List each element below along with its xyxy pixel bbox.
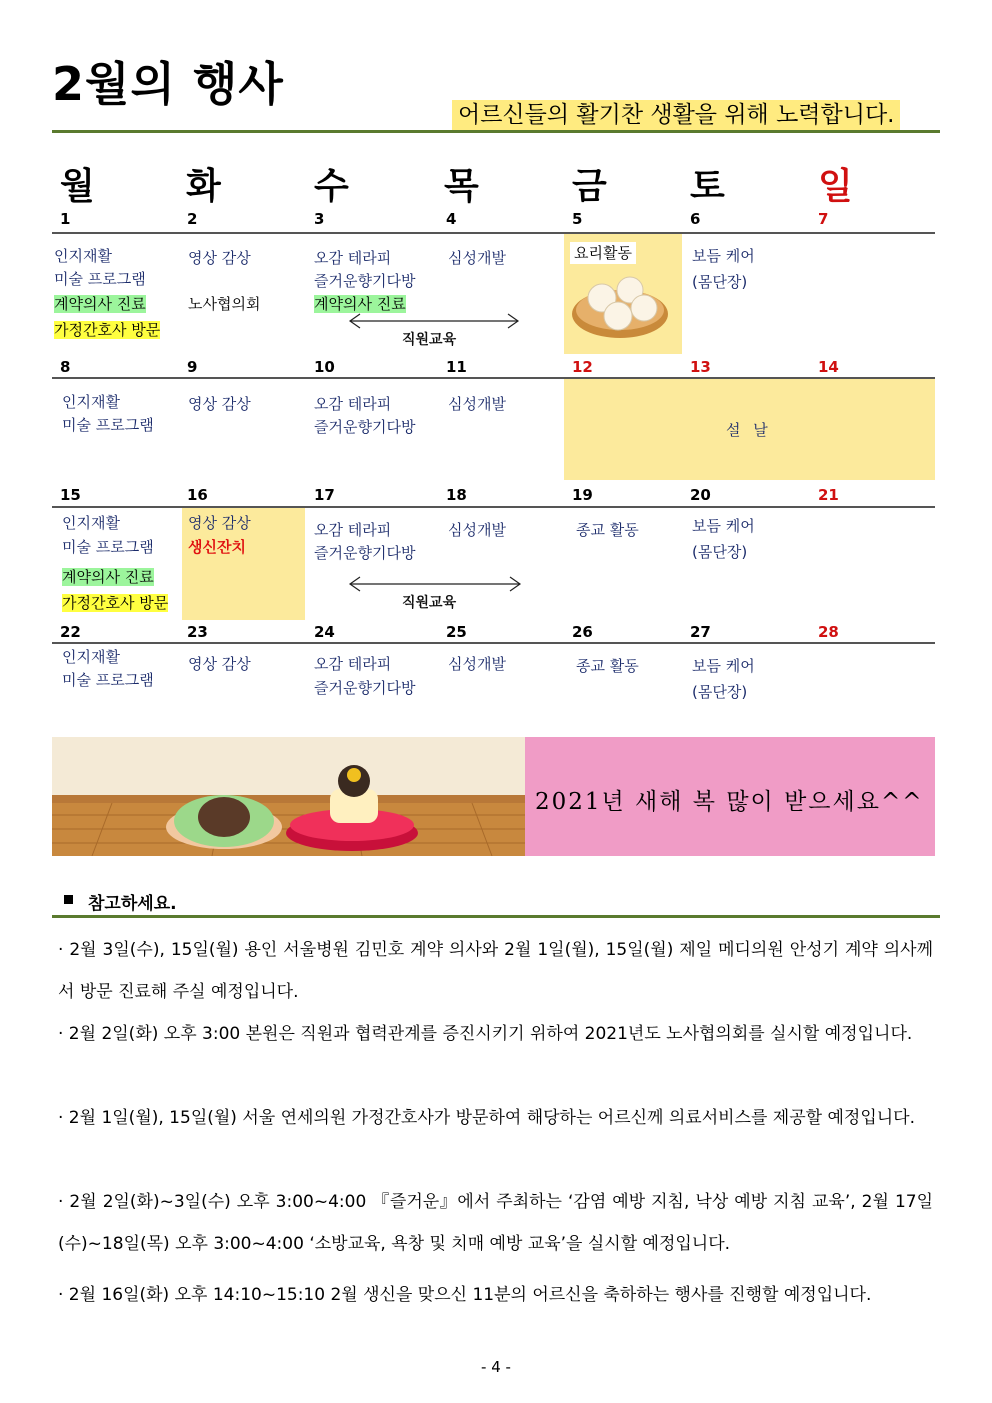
event-doctor-visit: 계약의사 진료 xyxy=(314,295,406,313)
new-year-greeting: 2021년 새해 복 많이 받으세요^^ xyxy=(535,789,924,815)
event-nurse-visit: 가정간호사 방문 xyxy=(54,321,161,339)
day-number: 24 xyxy=(314,623,335,641)
week-divider xyxy=(52,232,935,234)
staff-training-label: 직원교육 xyxy=(402,595,457,611)
event-mind: 심성개발 xyxy=(448,655,506,673)
event-cafe: 즐거운향기다방 xyxy=(314,272,416,290)
weekday-wed: 수 xyxy=(314,166,349,207)
page-number: - 4 - xyxy=(481,1358,511,1376)
event-care: 보듬 케어 xyxy=(692,657,755,675)
event-mind: 심성개발 xyxy=(448,395,506,413)
weekday-thu: 목 xyxy=(444,166,479,207)
note-item: · 2월 3일(수), 15일(월) 용인 서울병원 김민호 계약 의사와 2월 1일(월), 15일(월) 제일 메디의원 안성기 계약 의사께서 방문 진료해 주실 예정입니다. xyxy=(58,940,933,1002)
day-number: 13 xyxy=(690,358,711,376)
event-mind: 심성개발 xyxy=(448,521,506,539)
event-art: 미술 프로그램 xyxy=(62,538,154,556)
day-number: 10 xyxy=(314,358,335,376)
day-number: 22 xyxy=(60,623,81,641)
event-video: 영상 감상 xyxy=(188,655,251,673)
event-religion: 종교 활동 xyxy=(576,521,639,539)
event-sensory: 오감 테라피 xyxy=(314,521,392,539)
day-number: 18 xyxy=(446,486,467,504)
staff-training-label: 직원교육 xyxy=(402,332,457,348)
event-cognitive: 인지재활 xyxy=(54,247,112,265)
day-number: 28 xyxy=(818,623,839,641)
day-number: 1 xyxy=(60,210,71,228)
event-grooming: (몸단장) xyxy=(692,543,748,561)
note-item: · 2월 1일(월), 15일(월) 서울 연세의원 가정간호사가 방문하여 해당하는 어르신께 의료서비스를 제공할 예정입니다. xyxy=(58,1108,915,1128)
note-item: · 2월 16일(화) 오후 14:10~15:10 2월 생신을 맞으신 11분의 어르신을 축하하는 행사를 진행할 예정입니다. xyxy=(58,1285,872,1305)
dumpling-illustration xyxy=(568,266,672,342)
day-number: 14 xyxy=(818,358,839,376)
day-number: 23 xyxy=(187,623,208,641)
event-art: 미술 프로그램 xyxy=(62,671,154,689)
day-number: 26 xyxy=(572,623,593,641)
staff-training-arrow xyxy=(346,313,522,329)
reference-divider xyxy=(52,915,940,918)
weekday-sat: 토 xyxy=(690,166,725,207)
event-grooming: (몸단장) xyxy=(692,273,748,291)
weekday-mon: 월 xyxy=(60,166,95,207)
event-care: 보듬 케어 xyxy=(692,517,755,535)
staff-training-arrow xyxy=(346,576,524,592)
event-art: 미술 프로그램 xyxy=(62,416,154,434)
new-year-bow-illustration xyxy=(52,737,525,856)
reference-heading: 참고하세요. xyxy=(88,894,177,914)
day-number: 20 xyxy=(690,486,711,504)
event-cognitive: 인지재활 xyxy=(62,393,120,411)
event-religion: 종교 활동 xyxy=(576,657,639,675)
event-cooking: 요리활동 xyxy=(570,242,636,264)
event-art: 미술 프로그램 xyxy=(54,270,146,288)
day-number: 6 xyxy=(690,210,701,228)
event-labor-council: 노사협의회 xyxy=(188,295,261,313)
note-item: · 2월 2일(화)~3일(수) 오후 3:00~4:00 『즐거운』에서 주최하는 ‘감염 예방 지침, 낙상 예방 지침 교육’, 2월 17일(수)~18일(목) 오후 3:00~4:00 ‘소방교육, 욕창 및 치매 예방 교육’을 실시할 예정입니다. xyxy=(58,1192,933,1254)
week-divider xyxy=(52,377,935,379)
event-sensory: 오감 테라피 xyxy=(314,655,392,673)
day-number: 27 xyxy=(690,623,711,641)
bullet-square-icon xyxy=(64,895,73,904)
page-subtitle: 어르신들의 활기찬 생활을 위해 노력합니다. xyxy=(452,100,900,131)
event-grooming: (몸단장) xyxy=(692,683,748,701)
event-cafe: 즐거운향기다방 xyxy=(314,418,416,436)
event-cognitive: 인지재활 xyxy=(62,648,120,666)
day-number: 2 xyxy=(187,210,198,228)
day-number: 8 xyxy=(60,358,71,376)
event-video: 영상 감상 xyxy=(188,514,251,532)
event-cafe: 즐거운향기다방 xyxy=(314,544,416,562)
weekday-sun: 일 xyxy=(818,166,853,207)
day-number: 11 xyxy=(446,358,467,376)
holiday-label: 설 날 xyxy=(726,421,772,439)
note-item: · 2월 2일(화) 오후 3:00 본원은 직원과 협력관계를 증진시키기 위하여 2021년도 노사협의회를 실시할 예정입니다. xyxy=(58,1024,913,1044)
day-number: 25 xyxy=(446,623,467,641)
event-mind: 심성개발 xyxy=(448,249,506,267)
day-number: 5 xyxy=(572,210,583,228)
title-divider xyxy=(52,130,940,133)
event-doctor-visit: 계약의사 진료 xyxy=(54,295,146,313)
day-number: 21 xyxy=(818,486,839,504)
event-video: 영상 감상 xyxy=(188,249,251,267)
day-number: 4 xyxy=(446,210,457,228)
day-number: 3 xyxy=(314,210,325,228)
event-cognitive: 인지재활 xyxy=(62,514,120,532)
event-sensory: 오감 테라피 xyxy=(314,249,392,267)
weekday-tue: 화 xyxy=(186,166,221,207)
day-number: 17 xyxy=(314,486,335,504)
day-number: 16 xyxy=(187,486,208,504)
event-nurse-visit: 가정간호사 방문 xyxy=(62,594,169,612)
week-divider xyxy=(52,506,935,508)
event-sensory: 오감 테라피 xyxy=(314,395,392,413)
day-number: 7 xyxy=(818,210,829,228)
event-birthday-party: 생신잔치 xyxy=(188,538,246,556)
weekday-fri: 금 xyxy=(572,166,607,207)
day-number: 12 xyxy=(572,358,593,376)
week-divider xyxy=(52,642,935,644)
day-number: 15 xyxy=(60,486,81,504)
day-number: 9 xyxy=(187,358,198,376)
day-number: 19 xyxy=(572,486,593,504)
event-video: 영상 감상 xyxy=(188,395,251,413)
event-care: 보듬 케어 xyxy=(692,247,755,265)
page-title: 2월의 행사 xyxy=(52,57,284,111)
event-doctor-visit: 계약의사 진료 xyxy=(62,568,154,586)
event-cafe: 즐거운향기다방 xyxy=(314,679,416,697)
